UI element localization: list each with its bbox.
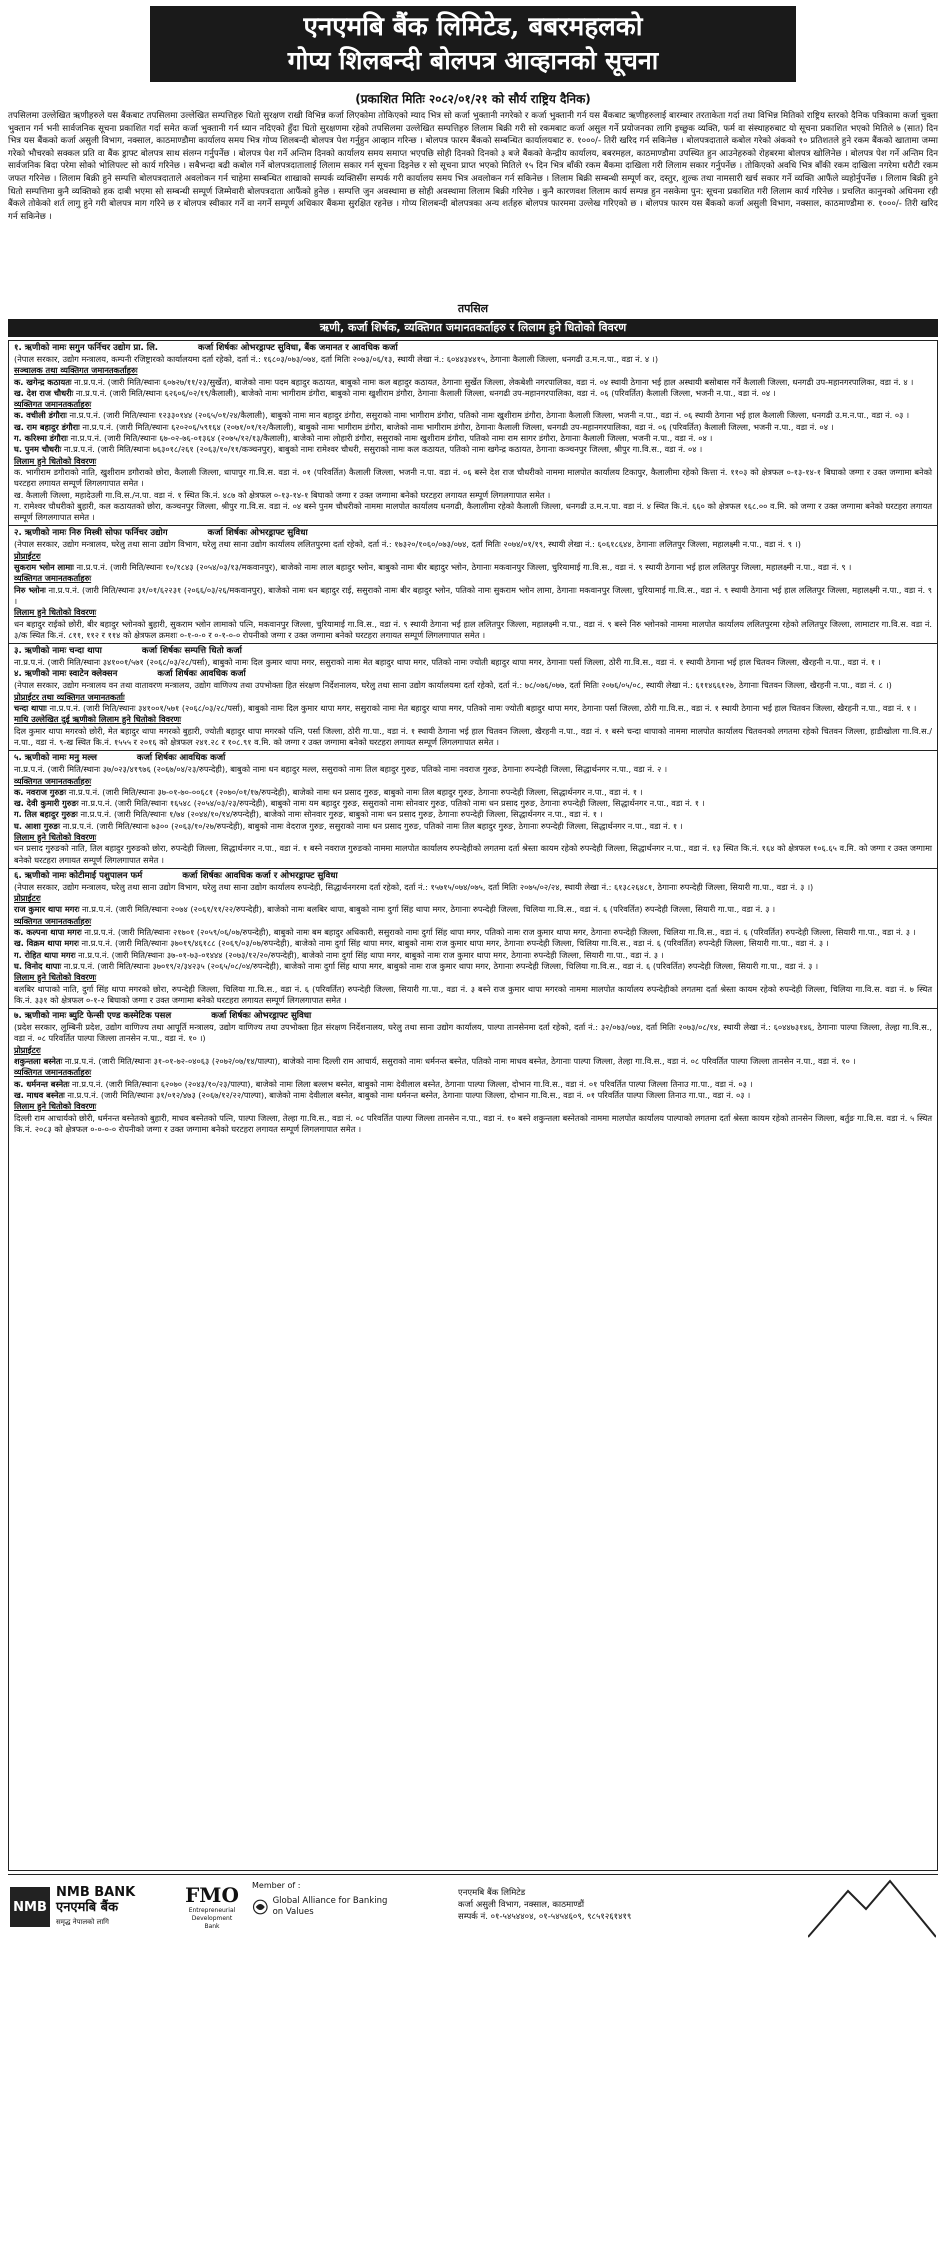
detail-paragraph: [14, 444, 932, 455]
person-name: क. कल्पना थापा मगरः: [14, 927, 82, 938]
detail-text: ना.प्र.प.नं. (जारी मिति/स्थानः ७३०० (२०६३/१०/२७/रुपन्देही), बाबुको नामः वेदराज गुरुङ, ससुराको नामः धन प्रसाद गुरुङ, पतिको नामः तिल बहादुर गुरुङ, ठेगानाः रुपन्देही जिल्ला, सिद्धार्थनगर न.पा., वडा नं. १ ।: [62, 820, 683, 831]
detail-text: (प्रदेश सरकार, लुम्बिनी प्रदेश, उद्योग वाणिज्य तथा आपूर्ति मन्त्रालय, उद्योग वाणिज्य तथा उपभोक्ता हित संरक्षण निर्देशनालय, घरेलु तथा साना उद्योग कार्यालय, पाल्पा तानसेनमा दर्ता रहेको, दर्ता नं.: ३२/०७३/०७४, दर्ता मितिः २०७३/०८/१४, स्थायी लेखा नं.: ६०४४७३१४६, ठेगानाः पाल्पा जिल्ला, तेल्हा गा.वि.स., वडा नं. ०८ परिवर्तित पाल्पा जिल्ला तानसेन न.पा., वडा नं. १० ।): [14, 1022, 932, 1044]
loan-title: कर्जा शिर्षकः ओभरड्राफ्ट सुविधा: [207, 528, 308, 539]
person-name: ख. माधव बस्नेतः: [14, 1089, 65, 1100]
detail-paragraph: [14, 882, 932, 893]
sub-heading: व्यक्तिगत जमानतकर्ताहरुः: [14, 775, 92, 786]
sub-heading: लिलाम हुने धितोको विवरणः: [14, 831, 97, 842]
sub-heading: व्यक्तिगत जमानतकर्ताहरुः: [14, 399, 92, 410]
detail-paragraph: [14, 950, 932, 961]
person-name: क. धर्मनन्त बस्नेतः: [14, 1078, 70, 1089]
detail-paragraph: [14, 388, 932, 399]
borrower-title-row: [14, 527, 932, 539]
person-name: ग. करिश्मा डंगौराः: [14, 433, 68, 444]
detail-text: (नेपाल सरकार, उद्योग मन्त्रालय, घरेलु तथा साना उद्योग विभाग, घरेलु तथा साना उद्योग कार्यालय रुपन्देही, सिद्धार्थनगरमा दर्ता रहेको, दर्ता नं.: १५७१५/०७४/०७५, दर्ता मितिः २०७५/०२/२४, स्थायी लेखा नं.: ६१३८२६४८१, ठेगानाः रुपन्देही जिल्ला, सियारी गा.पा., वडा नं. ३ ।): [14, 881, 814, 892]
membership-block: [252, 1881, 392, 1933]
sub-heading: व्यक्तिगत जमानतकर्ताहरुः: [14, 573, 92, 584]
person-name: ख. देवी कुमारी गुरुङः: [14, 798, 79, 809]
detail-text: ना.प्र.प.नं. (जारी मिति/स्थानः ३१-०१-७२-०४०६३ (२०७२/०७/१४/पाल्पा), बाजेको नामः दिल्ली राम आचार्य, ससुराको नामः धर्मनन्त बस्नेत, पतिको नामः माधव बस्नेत, ठेगानाः पाल्पा जिल्ला, तेल्हा गा.वि.स., वडा नं. ०८ परिवर्तित पाल्पा जिल्ला तानसेन न.पा., वडा नं. १० ।: [64, 1056, 856, 1067]
detail-paragraph: [14, 787, 932, 798]
detail-paragraph: [14, 680, 932, 691]
borrower-name: ७. ऋणीको नामः ब्युटि फेन्सी एण्ड कस्मेटिक पसल: [14, 1011, 172, 1022]
detail-text: ना.प्र.प.नं. (जारी मिति/स्थानः १/७४ (२०४४/१०/१४/रुपन्देही), बाजेको नामः सोनवार गुरुङ, बाबुको नामः धन प्रसाद गुरुङ, ठेगानाः रुपन्देही जिल्ला, सिद्धार्थनगर न.पा., वडा नं. १ ।: [80, 809, 603, 820]
detail-paragraph: [14, 798, 932, 809]
borrower-name: ४. ऋणीको नामः स्वाटेन क्लेक्सन: [14, 669, 118, 680]
member-of-label: Member of :: [252, 1881, 301, 1890]
detail-paragraph: [14, 467, 932, 490]
person-name: चन्दा थापाः: [14, 703, 47, 714]
person-name: सुकराम भ्लोन लामाः: [14, 562, 74, 573]
detail-text: ना.प्र.प.नं. (जारी मिति/स्थानः २१७०१ (२०५९/०६/०७/रुपन्देही), बाबुको नामः बम बहादुर अधिकारी, ससुराको नामः दुर्गा सिंह थापा मगर, पतिको नामः राज कुमार थापा मगर, ठेगानाः रुपन्देही जिल्ला, चिलिया गा.वि.स., वडा नं. ६ (परिवर्तित) रुपन्देही जिल्ला, सियारी गा.पा., वडा नं. ३ ।: [84, 927, 916, 938]
person-name: घ. पुनम चौधरीः: [14, 444, 62, 455]
detail-text: धन बहादुर राईको छोरी, बीर बहादुर भ्लोनको बुहारी, सुकराम भ्लोन लामाको पत्नि, मकवानपुर जिल्ला, चुरियामाई गा.वि.स., वडा नं. ९ स्थायी ठेगाना भई हाल ललितपुर जिल्ला, महालक्ष्मी न.पा., वडा नं. ९ बस्ने निरु भ्लोनको नाममा मालपोत कार्यालय ललितपुरमा रहेको ललितपुर जिल्ला, लामाटार गा.वि.स. वडा नं. ३/क स्थित कि.नं. ८११, ११२ र ११४ को क्षेत्रफल क्रमशः ०-१-०-० र ०-१-०-० रोपनीको जग्गा र उक्त जग्गामा बनेको घरटहरा लगायत सम्पूर्ण लिगलगापात समेत ।: [14, 618, 932, 640]
detail-paragraph: [14, 377, 932, 388]
borrower-title-row: [14, 645, 932, 657]
detail-paragraph: [14, 657, 932, 668]
footer: [8, 1874, 938, 1941]
detail-paragraph: [14, 433, 932, 444]
fmo-logo: [184, 1883, 240, 1929]
detail-text: (नेपाल सरकार, उद्योग मन्त्रालय, घरेलु तथा साना उद्योग विभाग, घरेलु तथा साना उद्योग कार्यालय ललितपुरमा दर्ता रहेको, दर्ता नं.: १७३२०/१०६०/०७३/०७४, दर्ता मितिः २०७४/०१/१९, स्थायी लेखा नं.: ६०६१८६४४, ठेगानाः ललितपुर जिल्ला, महालक्ष्मी न.पा., वडा नं. ९ ।): [14, 539, 801, 550]
person-name: ख. राम बहादुर डंगौराः: [14, 421, 80, 432]
person-name: ग. रोहित थापा मगरः: [14, 949, 76, 960]
detail-text: ना.प्र.प.नं. (जारी मिति/स्थानः ७६३०१८/२६१ (२०६३/१०/११/कञ्चनपुर), बाबुको नामः रामेश्वर चौधरी, ससुराको नामः कल कठायत, पतिको नामः खगेन्द्र कठायत, ठेगानाः कञ्चनपुर जिल्ला, श्रीपुर गा.वि.स., वडा नं. ०४ ।: [63, 444, 703, 455]
detail-paragraph: [14, 809, 932, 820]
detail-text: ना.प्र.प.नं. (जारी मिति/स्थानः ३४१००१/५७१ (२०६८/०३/२८/पर्सा), बाबुको नामः दिल कुमार थापा मगर, ससुराको नामः मेत बहादुर थापा मगर, पतिको नामः ज्योती बहादुर थापा मगर, ठेगानाः पर्सा जिल्ला, ठोरी गा.वि.स., वडा नं. १ स्थायी ठेगाना भई हाल चितवन जिल्ला, खैरहनी न.पा., वडा नं. १ ।: [49, 703, 917, 714]
detail-paragraph: [14, 410, 932, 421]
detail-paragraph: [14, 562, 932, 573]
loan-title: कर्जा शिर्षकः सम्पत्ति धितो कर्जा: [141, 646, 242, 657]
detail-paragraph: [14, 764, 932, 775]
nmb-mark-icon: NMB: [10, 1887, 50, 1927]
detail-paragraph: [14, 1022, 932, 1045]
loan-title: कर्जा शिर्षकः आवधिक कर्जा: [157, 669, 246, 680]
detail-text: दिल कुमार थापा मगरको छोरी, मेत बहादुर थापा मगरको बुहारी, ज्योती बहादुर थापा मगरको पत्नि, पर्सा जिल्ला, ठोरी गा.पा., वडा नं. १ स्थायी ठेगाना भई हाल चितवन जिल्ला, खैरहनी न.पा., वडा नं. १ बस्ने चन्दा थापाको नाममा मालपोत कार्यालय चितवनको लगतमा रहेको चितवन जिल्ला, हाडीखोला गा.वि.स./न.पा., वडा नं. ९-ख स्थित कि.नं. १५५५ र २०१६ को क्षेत्रफल २४१.२८ र १०८.९१ व.मि. को जग्गा र उक्त जग्गामा बनेको घरटहरा लगायत सम्पूर्ण लिगलगापात समेत ।: [14, 725, 932, 747]
detail-text: ना.प्र.प.नं. (जारी मिति/स्थानः १६५४८ (२०५४/०३/२३/रुपन्देही), बाबुको नामः यम बहादुर गुरुङ, ससुराको नामः सोनवार गुरुङ, पतिको नामः धन प्रसाद गुरुङ, ठेगानाः रुपन्देही जिल्ला, सिद्धार्थनगर न.पा., वडा नं. १ ।: [81, 798, 705, 809]
gabv-text: Global Alliance for Banking on Values: [272, 1896, 388, 1917]
detail-text: ना.प्र.प.नं. (जारी मिति/स्थानः ६२०२०६/५९१६४ (२०७१/०१/१२/कैलाली), बाबुको नामः भागीराम डंगौरा, बाजेको नामः भागीराम डंगौरा, ठेगानाः कैलाली जिल्ला, धनगढी उप-महानगरपालिका, वडा नं. ०६ (परिवर्तित) कैलाली जिल्ला, भजनी न.पा., वडा नं. ०४ ।: [82, 421, 834, 432]
borrower-name: ३. ऋणीको नामः चन्दा थापा: [14, 646, 102, 657]
detail-text: ख. कैलाली जिल्ला, महादेउली गा.वि.स./न.पा. वडा नं. १ स्थित कि.नं. ४८७ को क्षेत्रफल ०-१३-१४-१ बिघाको जग्गा र उक्त जग्गामा बनेको घरटहरा लगायत सम्पूर्ण लिगलगापात समेत ।: [14, 489, 551, 500]
person-name: निरु भ्लोनः: [14, 584, 46, 595]
person-name: ख. विक्रम थापा मगरः: [14, 938, 79, 949]
detail-text: क. भागीराम डगौराको नाति, खुशीराम डगौराको छोरा, कैलाली जिल्ला, धापापुर गा.वि.स. वडा नं. ०१ (परिवर्तित) कैलाली जिल्ला, भजनी न.पा. वडा नं. ०६ बस्ने देश राज चौधरीको नाममा मालपोत कार्यालय टिकापुर, कैलालीमा रहेको कित्ता नं. ११०३ को क्षेत्रफल ०-१३-१४-१ बिघाको जग्गा र उक्त जग्गामा बनेको घरटहरा लगायत सम्पूर्ण लिगलगापात समेत ।: [14, 466, 932, 489]
borrower-section: [9, 644, 937, 751]
table-title-bar: ऋणी, कर्जा शिर्षक, व्यक्तिगत जमानतकर्ताहरु र लिलाम हुने धितोको विवरण: [8, 319, 938, 337]
borrower-name: ५. ऋणीको नामः मनु मल्ल: [14, 753, 97, 764]
person-name: क. खगेन्द्र कठायतः: [14, 376, 72, 387]
borrower-name: १. ऋणीको नामः सगुन फर्निचर उद्योग प्रा. लि.: [14, 343, 159, 353]
detail-text: बलबिर थापाको नाति, दुर्गा सिंह थापा मगरको छोरा, रुपन्देही जिल्ला, चिलिया गा.वि.स., वडा नं. ६ (परिवर्तित) रुपन्देही जिल्ला, सियारी गा.पा., वडा नं. ३ बस्ने राज कुमार थापा मगरको नाममा मालपोत कार्यालय रुपन्देहीको लगतमा दर्ता श्रेस्ता कायम रहेको रुपन्देही जिल्ला, चिलिया गा.वि.स. वडा नं. ७ स्थित कि.नं. ३३१ को क्षेत्रफल ०-१-२ बिघाको जग्गा र उक्त जग्गामा बनेको घरटहरा लगायत सम्पूर्ण लिगलगापात समेत ।: [14, 983, 932, 1005]
detail-text: धन प्रसाद गुरुङको नाति, तिल बहादुर गुरुङको छोरा, रुपन्देही जिल्ला, सिद्धार्थनगर न.पा., वडा नं. १ बस्ने नवराज गुरुङको नाममा मालपोत कार्यालय रुपन्देहीको लगतमा दर्ता श्रेस्ता कायम रहेको रुपन्देही जिल्ला, सिद्धार्थनगर न.पा., वडा नं. १३ स्थित कि.नं. १६४ को क्षेत्रफल १०६.६५ व.मि. को जग्गा र उक्त जग्गामा बनेको घरटहरा लगायत सम्पूर्ण लिगलगापात समेत ।: [14, 843, 932, 865]
detail-paragraph: [14, 585, 932, 608]
bank-name-en: NMB BANK: [56, 1884, 136, 1900]
bank-tagline: समृद्ध नेपालको लागि: [56, 1917, 109, 1926]
detail-paragraph: [14, 843, 932, 866]
sub-heading: लिलाम हुने धितोको विवरणः: [14, 455, 97, 466]
detail-paragraph: [14, 490, 932, 501]
person-name: ख. देश राज चौधरीः: [14, 387, 74, 398]
detail-text: ना.प्र.प.नं. (जारी मिति/स्थानः १०/१८४३ (२०५४/०३/१३/मकवानपुर), बाजेको नामः लाल बहादुर भ्लोन, बाबुको नामः बीर बहादुर भ्लोन, ठेगानाः मकवानपुर जिल्ला, चुरियामाई गा.वि.स., वडा नं. ९ स्थायी ठेगाना भई हाल ललितपुर जिल्ला, महालक्ष्मी न.पा., वडा नं. ९ ।: [76, 562, 852, 573]
detail-paragraph: [14, 904, 932, 915]
detail-paragraph: [14, 501, 932, 524]
borrower-section: [9, 526, 937, 644]
detail-text: ना.प्र.प.नं. (जारी मिति/स्थानः २०७४ (२०६१/११/२२/रुपन्देही), बाजेको नामः बलबिर थापा, बाबुको नामः दुर्गा सिंह थापा मगर, ठेगानाः रुपन्देही जिल्ला, चिलिया गा.वि.स., वडा नं. ६ (परिवर्तित) रुपन्देही जिल्ला, सियारी गा.पा., वडा नं. ३ ।: [82, 904, 776, 915]
detail-text: ना.प्र.प.नं. (जारी मिति/स्थानः ३१/०१/६२२३१ (२०६६/०३/२६/मकवानपुर), बाजेको नामः धन बहादुर राई, ससुराको नामः बीर बहादुर भ्लोन, पतिको नामः सुकराम भ्लोन लामा, ठेगानाः मकवानपुर जिल्ला, चुरियामाई गा.वि.स., वडा नं. ९ स्थायी ठेगाना भई हाल ललितपुर जिल्ला, महालक्ष्मी न.पा., वडा नं. ९ ।: [14, 584, 932, 606]
borrower-section: [9, 869, 937, 1009]
contact-dept: कर्जा असुली विभाग, नक्साल, काठमाण्डौं: [458, 1900, 585, 1910]
sub-heading: लिलाम हुने धितोको विवरणः: [14, 607, 97, 618]
detail-paragraph: [14, 354, 932, 365]
person-name: शकुन्तला बस्नेतः: [14, 1056, 63, 1067]
gabv-logo-icon: [252, 1896, 269, 1918]
borrower-section: [9, 1009, 937, 1137]
contact-name: एनएमबि बैंक लिमिटेड: [458, 1888, 526, 1898]
sub-heading: प्रोप्राईटरः: [14, 1044, 41, 1055]
detail-text: ना.प्र.प.नं. (जारी मिति/स्थानः ३७०१९/४६१८८ (२०६९/०३/०७/रुपन्देही), बाजेको नामः दुर्गा सिंह थापा मगर, बाबुको नामः राज कुमार थापा मगर, ठेगानाः रुपन्देही जिल्ला, चिलिया गा.वि.स., वडा नं. ६ (परिवर्तित) रुपन्देही जिल्ला, सियारी गा.पा., वडा नं. ३ ।: [81, 938, 829, 949]
borrower-name: ६. ऋणीको नामः कोटीमाई पशुपालन फर्म: [14, 870, 143, 881]
detail-text: दिल्ली राम आचार्यको छोरी, धर्मनन्त बस्नेतको बुहारी, माधव बस्नेतको पत्नि, पाल्पा जिल्ला, तेल्हा गा.वि.स., वडा नं. ०८ परिवर्तित पाल्पा जिल्ला तानसेन न.पा., वडा नं. १० बस्ने शकुन्तला बस्नेतको नाममा मालपोत कार्यालय पाल्पाको लगतमा दर्ता श्रेस्ता कायम रहेको तानसेन जिल्ला, बर्तुङ गा.वि.स. वडा नं. ५ स्थित कि.नं. २०८३ को क्षेत्रफल ०-०-०-० रोपनीको जग्गा र उक्त जग्गामा बनेको घरटहरा लगायत सम्पूर्ण लिगलगापात समेत ।: [14, 1112, 932, 1134]
sub-heading: व्यक्तिगत जमानतकर्ताहरुः: [14, 1067, 92, 1078]
mountain-graphic-icon: [808, 1877, 936, 1939]
sub-heading: व्यक्तिगत जमानतकर्ताहरुः: [14, 915, 92, 926]
intro-paragraph: तपसिलमा उल्लेखित ऋणीहरुले यस बैंकबाट तपसिलमा उल्लेखित सम्पत्तिहरु धितो सुरक्षण राखी विभिन्न कर्जा लिएकोमा तोकिएको म्याद भित्र सो कर्जा भुक्तानी नगरेको र कर्जा भुक्तानी गर्न यस बैंकबाट ऋणीहरुलाई बारम्बार तरताकेता गर्दा तथा विभिन्न मितिको राष्ट्रिय स्तरको दैनिक पत्रिकामा कर्जा चुक्ता भुक्तान गर्न भनी सार्वजनिक सूचना प्रकाशित गर्दा समेत कर्जा भुक्तानी गर्न ध्यान नदिएको हुँदा धितो सुरक्षणमा रहेको तपसिलमा उल्लेखित सम्पत्तिहरु लिलाम बिक्री गरी सो रकमबाट कर्जा असुल गर्ने प्रयोजनका लागि इच्छुक व्यक्ति, फर्म वा संस्थाहरुबाट यो सूचना प्रकाशित भएको मितिले ७ (सात) दिन भित्र यस बैंकको कर्जा असुली विभाग, नक्साल, काठमाण्डौमा कार्यालय समय भित्र गोप्य शिलबन्दी बोलपत्र पेश गर्नुहुन आव्हान गरिन्छ । बोलपत्र फारम बैंकको सम्बन्धित कार्यालयबाट रु. १०००/- तिरी खरिद गर्न सकिनेछ । बोलपत्रदाताले कबोल गरेको अंकको १० प्रतिशतले हुने रकम बैंकको खातामा जम्मा गरेको भौचरको सक्कल प्रति वा बैंक ड्राफ्ट बोलपत्र साथ संलग्न गर्नुपर्नेछ । बोलपत्र पेश गर्ने अन्तिम दिनको कार्यालय समय समाप्त भएपछि सोही दिनको दिनको ३ बजे बैंकको केन्द्रीय कार्यालय, बबरमहल, काठमाण्डौमा उपस्थित हुन आउनेहरुको रोहबरमा बोलपत्र खोलिनेछ । बोलपत्र पेश गर्ने अन्तिम दिन सार्वजनिक बिदा परेमा सोको भोलिपल्ट सो कार्य गरिनेछ । सबैभन्दा बढी कबोल गर्ने बोलपत्रदातालाई लिलाम सकार गर्न सूचना दिइनेछ र सो सूचना प्राप्त भएको मितिले १५ दिन भित्र बाँकी रकम बैंकमा दाखिला गरी लिलाम सकार गर्नुपर्नेछ । तोकिएको अवधि भित्र बाँकी रकम दाखिला नगरेमा धरौटी रकम जफत गरिनेछ । लिलाम बिक्री हुने सम्पत्ति बोलपत्रदाताले अवलोकन गर्न चाहेमा सम्बन्धित शाखाको सम्पर्क व्यक्तिसँग सम्पर्क गरी कार्यालय समय भित्र अवलोकन गर्न सकिनेछ । लिलाम बिक्री सम्बन्धी सम्पूर्ण कर, दस्तुर, शुल्क तथा नामसारी खर्च सकार गर्ने व्यक्ति आफैंले व्यहोर्नुपर्नेछ । लिलाम बिक्री हुने धितो सम्पत्तिमा कुनै व्यक्तिको हक दाबी भएमा सो सम्बन्धी सम्पूर्ण जिम्मेवारी बोलपत्रदाता आफैंको हुनेछ । सम्पत्ति जुन अवस्थामा छ सोही अवस्थामा लिलाम बिक्री गरिनेछ । कुनै कारणवश लिलाम कार्य सम्पन्न हुन नसकेमा पुन: सूचना प्रकाशित गरी लिलाम कार्य गरिनेछ । प्रचलित कानुनको अधिनमा रही बैंकले तोकेको शर्त लागु हुने गरी बोलपत्र माग गरिने छ र बोलपत्र स्वीकार गर्ने वा नगर्ने सम्पूर्ण अधिकार बैंकमा सुरक्षित रहनेछ । गोप्य शिलबन्दी बोलपत्रका अन्य शर्तहरु बोलपत्र फारममा उल्लेख गरिएको छ । बोलपत्र फारम यस बैंकको कर्जा असुली विभाग, नक्साल, काठमाण्डौमा रु. १०००/- तिरी खरिद गर्न सकिनेछ ।: [8, 111, 938, 222]
sub-heading: सञ्चालक तथा व्यक्तिगत जमानतकर्ताहरुः: [14, 365, 138, 376]
detail-text: (नेपाल सरकार, उद्योग मन्त्रालय वन तथा वातावरण मन्त्रालय, उद्योग वाणिज्य तथा उपभोक्ता हित संरक्षण निर्देशनालय, घरेलु तथा साना उद्योग कार्यालयमा दर्ता रहेको, दर्ता नं.: ७८/०७६/०७७, दर्ता मितिः २०७६/०५/०८, स्थायी लेखा नं.: ६११४६६१२७, ठेगानाः चितवन जिल्ला, खैरहनी न.पा., वडा नं. ८ ।): [14, 680, 892, 691]
publication-line: (प्रकाशित मितिः २०८२/०१/२१ को सौर्य राष्ट्रिय दैनिक): [355, 92, 591, 106]
detail-text: ना.प्र.प.नं. (जारी मिति/स्थानः ३७/०२३/४१९७६ (२०६७/०४/२३/रुपन्देही), बाबुको नामः धन बहादुर मल्ल, ससुराको नामः तिल बहादुर गुरुङ, पतिको नामः नवराज गुरुङ, ठेगानाः रुपन्देही जिल्ला, सिद्धार्थनगर न.पा., वडा नं. २ ।: [14, 764, 668, 775]
detail-text: ना.प्र.प.नं. (जारी मिति/स्थानः १२३३०१४४ (२०६५/०१/२४/कैलाली), बाबुको नामः मान बहादुर डंगौरा, ससुराको नामः भागीराम डंगौरा, पतिको नामः खुशीराम डंगौरा, ठेगानाः कैलाली जिल्ला, भजनी न.पा., वडा नं. ०६ स्थायी ठेगाना भई हाल कैलाली जिल्ला, धनगढी उ.म.न.पा., वडा नं. ०३ ।: [69, 410, 910, 421]
detail-paragraph: [14, 422, 932, 433]
bank-name-np: एनएमबि बैंक: [56, 1899, 119, 1915]
fmo-text: FMO: [185, 1883, 239, 1907]
person-name: ग. तिल बहादुर गुरुङः: [14, 809, 78, 820]
detail-paragraph: [14, 726, 932, 749]
detail-paragraph: [14, 938, 932, 949]
detail-paragraph: [14, 821, 932, 832]
detail-text: ना.प्र.प.नं. (जारी मिति/स्थानः ६२०७० (२०४३/१०/२३/पाल्पा), बाजेको नामः लिला बल्लभ बस्नेत, बाबुको नामः देवीलाल बस्नेत, ठेगानाः पाल्पा जिल्ला, दोभान गा.वि.स., वडा नं. ०१ परिवर्तित पाल्पा जिल्ला तिनाउ गा.पा., वडा नं. ०३ ।: [72, 1078, 753, 1089]
nmb-logo: [10, 1881, 160, 1933]
borrower-title-row: [14, 752, 932, 764]
sub-heading: लिलाम हुने धितोको विवरणः: [14, 1101, 97, 1112]
detail-paragraph: [14, 1056, 932, 1067]
sub-heading: माथि उल्लेखित दुई ऋणीको लिलाम हुने धितोको विवरणः: [14, 714, 181, 725]
borrower-title-row: [14, 342, 932, 354]
borrower-section: [9, 751, 937, 869]
detail-text: ना.प्र.प.नं. (जारी मिति/स्थानः ६०७२७/११/२३/सुर्खेत), बाजेको नामः पदम बहादुर कठायत, बाबुको नामः कल बहादुर कठायत, ठेगानाः सुर्खेत जिल्ला, लेकबेशी नगरपालिका, वडा नं. ०४ स्थायी ठेगाना भई हाल अस्थायी बसोबास गर्ने कैलाली जिल्ला, धनगढी उप-महानगरपालिका, वडा नं. ४ ।: [74, 376, 914, 387]
sub-heading: लिलाम हुने धितोको विवरणः: [14, 972, 97, 983]
detail-text: ना.प्र.प.नं. (जारी मिति/स्थानः ६७-०२-७६-०१३६४ (२०७५/१२/१३/कैलाली), बाजेको नामः लोहारी डंगौरा, ससुराको नामः खुशीराम डंगौरा, पतिको नामः राम सागर डंगौरा, ठेगानाः कैलाली जिल्ला, भजनी न.पा., वडा नं. ०४ ।: [70, 433, 713, 444]
sub-heading: प्रोप्राईटरः: [14, 550, 41, 561]
detail-text: (नेपाल सरकार, उद्योग मन्त्रालय, कम्पनी रजिष्ट्रारको कार्यालयमा दर्ता रहेको, दर्ता नं.: १६८०३/०७३/०७४, दर्ता मितिः २०७३/०६/१३, स्थायी लेखा नं.: ६०४४३४४१५, ठेगानाः कैलाली जिल्ला, धनगढी उ.म.न.पा., वडा नं. ४ ।): [14, 354, 659, 364]
detail-paragraph: [14, 1113, 932, 1136]
borrower-title-row: [14, 1010, 932, 1022]
detail-text: ना.प्र.प.नं. (जारी मिति/स्थानः ३७०१९/२/३४२३५ (२०६५/०८/०४/रुपन्देही), बाजेको नामः दुर्गा सिंह थापा मगर, बाबुको नामः राज कुमार थापा मगर, ठेगानाः रुपन्देही जिल्ला, चिलिया गा.वि.स., वडा नं. ६ (परिवर्तित) रुपन्देही जिल्ला, सियारी गा.पा., वडा नं. ३ ।: [63, 960, 819, 971]
loan-title: कर्जा शिर्षकः ओभरड्राफ्ट सुविधा: [211, 1011, 312, 1022]
detail-text: ना.प्र.प.नं. (जारी मिति/स्थानः ३४१००१/५७१ (२०६८/०३/२८/पर्सा), बाबुको नामः दिल कुमार थापा मगर, ससुराको नामः मेत बहादुर थापा मगर, पतिको नामः ज्योती बहादुर थापा मगर, ठेगानाः पर्सा जिल्ला, ठोरी गा.वि.स., वडा नं. १ स्थायी ठेगाना भई हाल चितवन जिल्ला, खैरहनी न.पा., वडा नं. १ ।: [14, 657, 881, 668]
fmo-subtitle: Entrepreneurial Development Bank: [188, 1907, 236, 1930]
person-name: क. नवराज गुरुङः: [14, 786, 67, 797]
detail-text: ना.प्र.प.नं. (जारी मिति/स्थानः ३१/०१२/४७३ (२०६७/१२/२२/पाल्पा), बाजेको नामः देवीलाल बस्नेत, बाबुको नामः धर्मनन्त बस्नेत, ठेगानाः पाल्पा जिल्ला, दोभान गा.वि.स., वडा नं. ०१ परिवर्तित पाल्पा जिल्ला तिनाउ गा.पा., वडा नं. ०३ ।: [67, 1089, 751, 1100]
detail-paragraph: [14, 961, 932, 972]
borrower-section: [9, 341, 937, 526]
person-name: राज कुमार थापा मगरः: [14, 904, 80, 915]
detail-text: ना.प्र.प.नं. (जारी मिति/स्थानः ६२६०६/०२/१९/कैलाली), बाजेको नामः भागीराम डंगौरा, बाबुको नामः खुशीराम डंगौरा, ठेगानाः कैलाली जिल्ला, धनगढी उप-महानगरपालिका, वडा नं. ०६ (परिवर्तित) कैलाली जिल्ला, भजनी न.पा., वडा नं. ०४ ।: [75, 387, 776, 398]
notice-header: [150, 6, 796, 82]
detail-text: ना.प्र.प.नं. (जारी मिति/स्थानः ३७-०१-७३-०१४४४ (२०७३/१२/२०/रुपन्देही), बाजेको नामः दुर्गा सिंह थापा मगर, बाबुको नामः राज कुमार थापा मगर, ठेगानाः रुपन्देही जिल्ला, सियारी गा.पा., वडा नं. ३ ।: [78, 949, 664, 960]
detail-paragraph: [14, 703, 932, 714]
person-name: क. वचीली डंगौराः: [14, 410, 67, 421]
loan-title: कर्जा शिर्षकः आवधिक कर्जा र ओभरड्राफ्ट सुविधा: [182, 870, 338, 881]
borrower-details-table: [8, 340, 938, 1871]
detail-text: ग. रामेश्वर चौधरीको बुहारी, कल कठायतको छोरा, कञ्चनपुर जिल्ला, श्रीपुर गा.वि.स. वडा नं. ०४ बस्ने पुनम चौधरीको नाममा मालपोत कार्यालय धनगढी, कैलालीमा रहेको कैलाली जिल्ला, धनगढी उ.म.न.पा. वडा नं. ४ स्थित कि.नं. ६६० को क्षेत्रफल १६८.०० व.मि. को जग्गा र उक्त जग्गामा बनेको घरटहरा लगायत सम्पूर्ण लिगलगापात समेत ।: [14, 500, 932, 523]
contact-block: [458, 1887, 778, 1923]
borrower-title-row: [14, 870, 932, 882]
detail-paragraph: [14, 984, 932, 1007]
detail-paragraph: [14, 1079, 932, 1090]
detail-paragraph: [14, 619, 932, 642]
loan-title: कर्जा शिर्षकः ओभरड्राफ्ट सुविधा, बैंक जमानत र आवधिक कर्जा: [198, 343, 398, 353]
loan-title: कर्जा शिर्षकः आवधिक कर्जा: [136, 753, 226, 764]
sub-heading: प्रोप्राईटरः: [14, 893, 41, 904]
details-heading: तपसिल: [457, 302, 489, 315]
detail-paragraph: [14, 927, 932, 938]
detail-paragraph: [14, 539, 932, 550]
notice-title: गोप्य शिलबन्दी बोलपत्र आव्हानको सूचना: [287, 46, 659, 75]
detail-paragraph: [14, 1090, 932, 1101]
person-name: घ. विनोद थापाः: [14, 960, 62, 971]
person-name: घ. आशा गुरुङः: [14, 820, 61, 831]
sub-heading: प्रोप्राईटर तथा व्यक्तिगत जमानतकर्ताः: [14, 691, 125, 702]
detail-text: ना.प्र.प.नं. (जारी मिति/स्थानः ३७-०१-७०-००६८१ (२०७०/०१/१७/रुपन्देही), बाजेको नामः धन प्रसाद गुरुङ, बाबुको नामः तिल बहादुर गुरुङ, ठेगानाः रुपन्देही जिल्ला, सिद्धार्थनगर न.पा., वडा नं. १ ।: [68, 786, 643, 797]
borrower-name: २. ऋणीको नामः निरु मिस्त्री सोफा फर्निचर उद्योग: [14, 528, 168, 539]
bank-title: एनएमबि बैंक लिमिटेड, बबरमहलको: [303, 12, 643, 42]
borrower-title-row: [14, 668, 932, 680]
contact-phone: सम्पर्क नं. ०१-५४५४४०४, ०१-५४५४६०९, ९८५१२६१४१९: [458, 1912, 632, 1922]
